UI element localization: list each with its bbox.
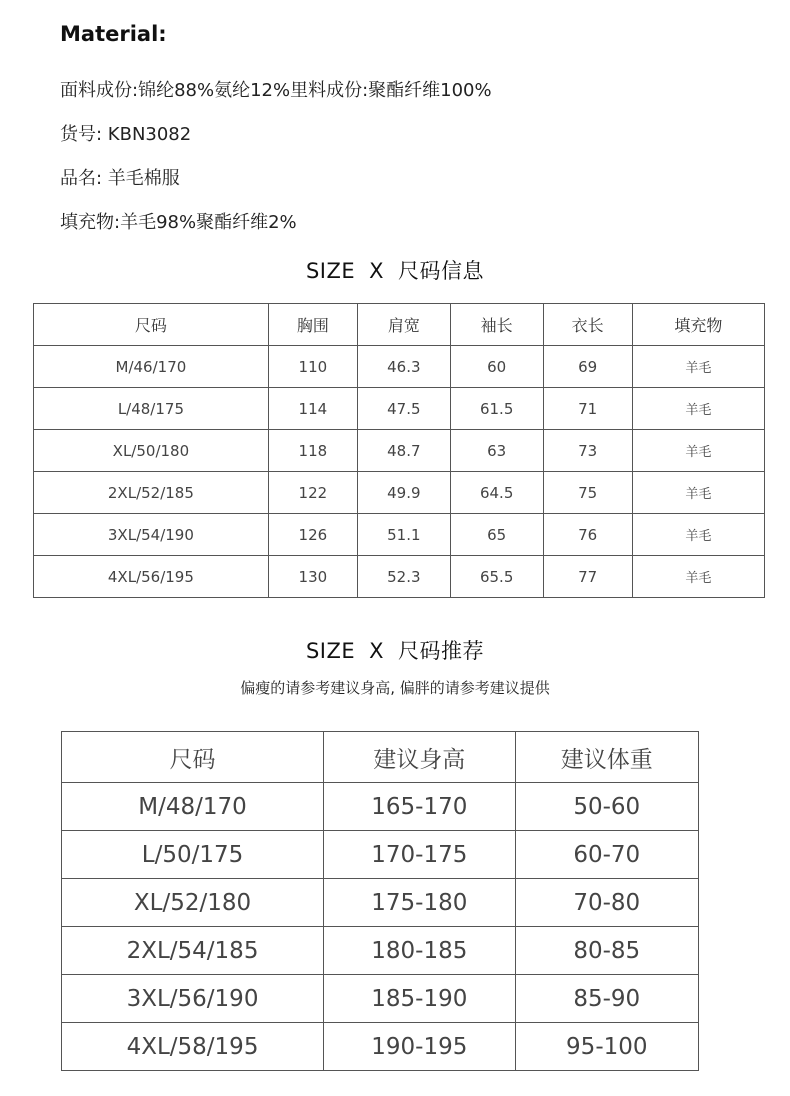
table-cell: 73 — [543, 430, 632, 472]
table-cell: 羊毛 — [632, 346, 764, 388]
table-cell: 63 — [450, 430, 543, 472]
table-cell: XL/50/180 — [34, 430, 269, 472]
table-cell: 4XL/56/195 — [34, 556, 269, 598]
table-cell: 羊毛 — [632, 514, 764, 556]
table-cell: 61.5 — [450, 388, 543, 430]
table-row — [34, 472, 765, 514]
item-number: 货号: KBN3082 — [60, 124, 192, 145]
table-row — [34, 556, 765, 598]
product-name: 品名: 羊毛棉服 — [60, 168, 180, 189]
table-cell: L/50/175 — [62, 831, 324, 879]
table-row — [34, 430, 765, 472]
table-cell: 65.5 — [450, 556, 543, 598]
header-cell: 尺码 — [34, 304, 269, 346]
table-cell: M/48/170 — [62, 783, 324, 831]
table-cell: 122 — [268, 472, 357, 514]
header-cell: 建议体重 — [515, 732, 698, 783]
table-cell: 71 — [543, 388, 632, 430]
table-row — [62, 783, 699, 831]
header-cell: 填充物 — [632, 304, 764, 346]
table-cell: 69 — [543, 346, 632, 388]
size-info-title-text: 尺码信息 — [398, 259, 485, 283]
table-cell: 185-190 — [324, 975, 516, 1023]
table-cell: 4XL/58/195 — [62, 1023, 324, 1071]
table-cell: 114 — [268, 388, 357, 430]
table-cell: 75 — [543, 472, 632, 514]
table-row — [62, 927, 699, 975]
table-cell: 羊毛 — [632, 556, 764, 598]
table-cell: 3XL/54/190 — [34, 514, 269, 556]
table-cell: 64.5 — [450, 472, 543, 514]
fabric-composition: 面料成份:锦纶88%氨纶12%里料成份:聚酯纤维100% — [60, 80, 492, 101]
size-rec-subtitle: 偏瘦的请参考建议身高, 偏胖的请参考建议提供 — [240, 679, 550, 697]
table-cell: 3XL/56/190 — [62, 975, 324, 1023]
table-cell: 76 — [543, 514, 632, 556]
table-header-row — [62, 732, 699, 783]
size-info-title — [0, 255, 790, 285]
table-row — [34, 388, 765, 430]
table-cell: 47.5 — [357, 388, 450, 430]
header-cell: 建议身高 — [324, 732, 516, 783]
table-row — [34, 346, 765, 388]
size-rec-title-text: 尺码推荐 — [398, 639, 485, 663]
table-cell: 130 — [268, 556, 357, 598]
table-row — [62, 1023, 699, 1071]
table-row — [62, 975, 699, 1023]
header-cell: 袖长 — [450, 304, 543, 346]
header-cell: 胸围 — [268, 304, 357, 346]
size-info-table — [33, 303, 765, 598]
table-cell: 49.9 — [357, 472, 450, 514]
table-cell: 85-90 — [515, 975, 698, 1023]
filling-composition: 填充物:羊毛98%聚酯纤维2% — [60, 212, 297, 233]
table-header-row — [34, 304, 765, 346]
table-cell: 70-80 — [515, 879, 698, 927]
table-cell: 175-180 — [324, 879, 516, 927]
size-info-title-prefix: SIZE — [305, 259, 356, 283]
table-cell: M/46/170 — [34, 346, 269, 388]
table-cell: 60 — [450, 346, 543, 388]
size-recommendation-table — [61, 731, 699, 1071]
table-cell: 48.7 — [357, 430, 450, 472]
table-cell: XL/52/180 — [62, 879, 324, 927]
table-cell: 46.3 — [357, 346, 450, 388]
table-cell: L/48/175 — [34, 388, 269, 430]
table-cell: 118 — [268, 430, 357, 472]
table-row — [62, 879, 699, 927]
table-row — [34, 514, 765, 556]
size-rec-title-prefix: SIZE — [305, 639, 356, 663]
table-cell: 80-85 — [515, 927, 698, 975]
table-cell: 95-100 — [515, 1023, 698, 1071]
table-cell: 羊毛 — [632, 430, 764, 472]
table-cell: 2XL/52/185 — [34, 472, 269, 514]
table-cell: 51.1 — [357, 514, 450, 556]
table-cell: 羊毛 — [632, 472, 764, 514]
table-cell: 60-70 — [515, 831, 698, 879]
table-cell: 170-175 — [324, 831, 516, 879]
size-rec-title-x: X — [369, 639, 385, 663]
table-cell: 2XL/54/185 — [62, 927, 324, 975]
size-info-title-x: X — [369, 259, 385, 283]
table-cell: 50-60 — [515, 783, 698, 831]
table-cell: 165-170 — [324, 783, 516, 831]
table-cell: 126 — [268, 514, 357, 556]
table-cell: 52.3 — [357, 556, 450, 598]
table-cell: 羊毛 — [632, 388, 764, 430]
material-heading: Material: — [60, 22, 167, 46]
table-cell: 180-185 — [324, 927, 516, 975]
header-cell: 衣长 — [543, 304, 632, 346]
table-cell: 77 — [543, 556, 632, 598]
header-cell: 肩宽 — [357, 304, 450, 346]
header-cell: 尺码 — [62, 732, 324, 783]
size-rec-title — [0, 635, 790, 665]
table-cell: 110 — [268, 346, 357, 388]
table-cell: 190-195 — [324, 1023, 516, 1071]
table-cell: 65 — [450, 514, 543, 556]
table-row — [62, 831, 699, 879]
